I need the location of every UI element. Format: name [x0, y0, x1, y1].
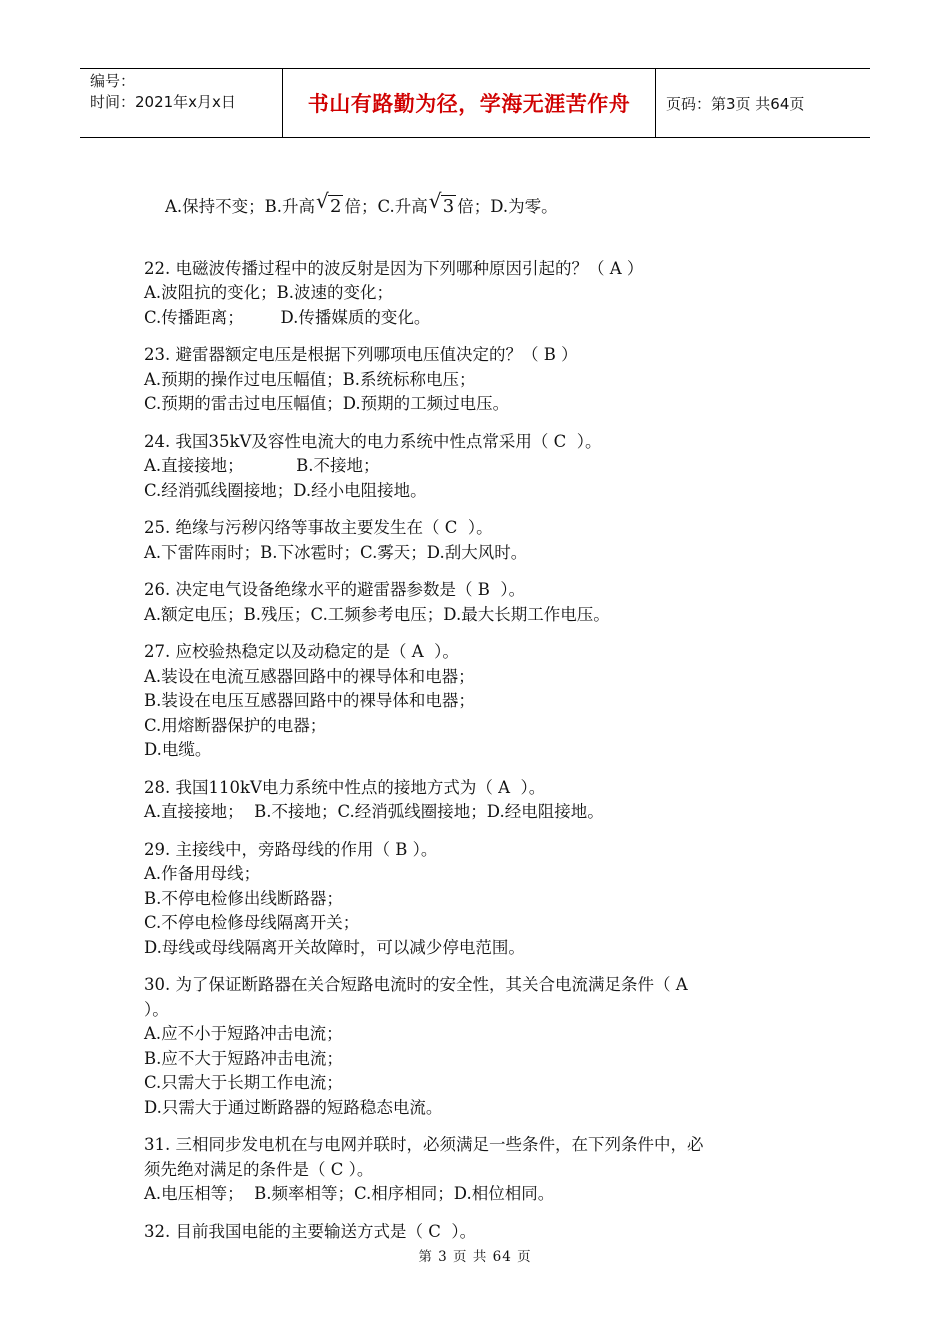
question-line: D.母线或母线隔离开关故障时，可以减少停电范围。	[144, 937, 525, 957]
question-line: C.预期的雷击过电压幅值；D.预期的工频过电压。	[144, 394, 510, 413]
page-header	[80, 68, 870, 138]
question-text: 24. 我国35kV及容性电流大的电力系统中性点常采用（ C ）。	[144, 431, 602, 451]
question-line: A.作备用母线；	[144, 864, 261, 883]
question-block	[144, 973, 824, 1120]
header-meta	[80, 69, 283, 137]
question-line: A.下雷阵雨时；B.下冰雹时；C.雾天；D.刮大风时。	[144, 542, 528, 562]
question-list	[144, 170, 824, 1244]
header-motto: 书山有路勤为径，学海无涯苦作舟	[283, 69, 656, 137]
question-block	[144, 1133, 824, 1207]
question-block	[144, 1220, 824, 1245]
question-block	[144, 430, 824, 504]
question-text: 32. 目前我国电能的主要输送方式是（ C ）。	[144, 1221, 477, 1241]
question-line: A.预期的操作过电压幅值；B.系统标称电压；	[144, 369, 476, 389]
question-block	[144, 838, 824, 961]
intro-part-3: 倍；D.为零。	[457, 196, 558, 216]
question-line: ）。	[144, 999, 169, 1019]
question-text: 30. 为了保证断路器在关合短路电流时的安全性，其关合电流满足条件（ A	[144, 975, 688, 994]
radical-icon: √	[316, 188, 329, 213]
intro-part-2: 倍；C.升高	[344, 196, 428, 216]
question-line: D.只需大于通过断路器的短路稳态电流。	[144, 1097, 443, 1117]
question-block	[144, 640, 824, 763]
question-text: 26. 决定电气设备绝缘水平的避雷器参数是（ B ）。	[144, 580, 526, 599]
radicand-2: 2	[330, 195, 342, 217]
question-line: C.传播距离； D.传播媒质的变化。	[144, 307, 431, 327]
intro-options	[144, 170, 824, 244]
questions-container	[144, 257, 824, 1245]
header-page-info: 页码：第3页 共64页	[666, 94, 805, 113]
question-line: A.应不小于短路冲击电流；	[144, 1024, 343, 1043]
question-line: C.经消弧线圈接地；D.经小电阻接地。	[144, 480, 427, 500]
question-text: 31. 三相同步发电机在与电网并联时，必须满足一些条件，在下列条件中，必	[144, 1135, 704, 1154]
question-line: A.装设在电流互感器回路中的裸导体和电器；	[144, 666, 475, 686]
question-block	[144, 343, 824, 417]
question-text: 28. 我国110kV电力系统中性点的接地方式为（ A ）。	[144, 777, 546, 797]
question-line: A.直接接地； B.不接地；C.经消弧线圈接地；D.经电阻接地。	[144, 802, 604, 821]
question-line: C.不停电检修母线隔离开关；	[144, 913, 360, 932]
question-text: 27. 应校验热稳定以及动稳定的是（ A ）。	[144, 642, 459, 661]
sqrt-2-symbol	[316, 188, 343, 220]
question-line: C.用熔断器保护的电器；	[144, 715, 327, 735]
question-line: A.直接接地； B.不接地；	[144, 456, 380, 475]
question-line: B.不停电检修出线断路器；	[144, 888, 343, 908]
question-line: B.应不大于短路冲击电流；	[144, 1048, 343, 1068]
question-line: A.额定电压；B.残压；C.工频参考电压；D.最大长期工作电压。	[144, 604, 610, 624]
question-block	[144, 516, 824, 565]
question-line: B.装设在电压互感器回路中的裸导体和电器；	[144, 691, 475, 710]
intro-part-1: A.保持不变；B.升高	[164, 196, 316, 216]
question-text: 23. 避雷器额定电压是根据下列哪项电压值决定的？（ B ）	[144, 345, 578, 364]
question-line: 须先绝对满足的条件是（ C ）。	[144, 1159, 374, 1179]
radicand-3: 3	[442, 195, 455, 217]
question-text: 22. 电磁波传播过程中的波反射是因为下列哪种原因引起的？（ A ）	[144, 258, 644, 278]
question-line: C.只需大于长期工作电流；	[144, 1073, 343, 1092]
time-label: 时间：2021年x月x日	[90, 93, 236, 111]
question-text: 29. 主接线中，旁路母线的作用（ B ）。	[144, 839, 438, 859]
question-text: 25. 绝缘与污秽闪络等事故主要发生在（ C ）。	[144, 518, 493, 537]
question-line: A.波阻抗的变化；B.波速的变化；	[144, 283, 394, 302]
radical-icon: √	[428, 188, 442, 213]
page-footer: 第 3 页 共 64 页	[418, 1249, 532, 1265]
question-block	[144, 257, 824, 331]
question-line: D.电缆。	[144, 740, 212, 759]
question-line: A.电压相等； B.频率相等；C.相序相同；D.相位相同。	[144, 1184, 555, 1203]
question-block	[144, 578, 824, 627]
question-block	[144, 776, 824, 825]
number-label: 编号：	[90, 72, 136, 90]
sqrt-3-symbol	[428, 188, 456, 220]
